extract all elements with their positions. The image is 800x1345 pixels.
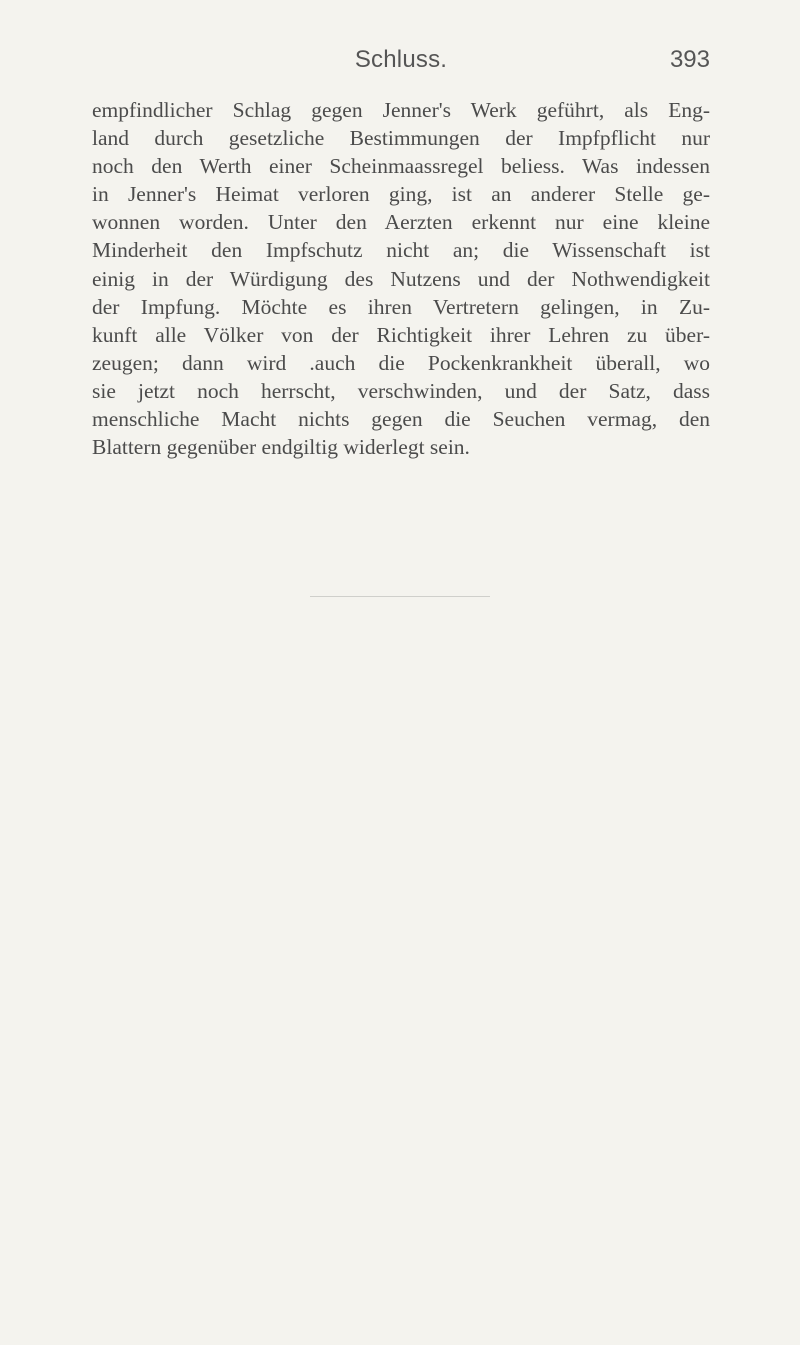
text-line: in Jenner's Heimat verloren ging, ist an anderer Stelle ge- [92, 182, 710, 207]
text-line: wonnen worden. Unter den Aerzten erkennt nur eine kleine [92, 210, 710, 235]
text-line: sie jetzt noch herrscht, verschwinden, und der Satz, dass [92, 378, 710, 403]
text-line: der Impfung. Möchte es ihren Vertretern gelingen, in Zu- [92, 294, 710, 319]
text-line: Minderheit den Impfschutz nicht an; die Wissenschaft ist [92, 238, 710, 263]
text-line: kunft alle Völker von der Richtigkeit ihrer Lehren zu über- [92, 322, 710, 347]
page-number: 393 [669, 46, 710, 73]
end-rule [310, 596, 490, 597]
text-line: empfindlicher Schlag gegen Jenner's Werk geführt, als Eng- [92, 98, 710, 122]
running-head [92, 46, 710, 78]
text-line: noch den Werth einer Scheinmaassregel beliess. Was indessen [92, 154, 710, 179]
text-line: einig in der Würdigung des Nutzens und der Nothwendigkeit [92, 266, 710, 291]
text-line: Blattern gegenüber endgiltig widerlegt sein. [92, 435, 470, 460]
body-paragraph [92, 96, 710, 461]
running-title: Schluss. [354, 46, 448, 73]
text-line: land durch gesetzliche Bestimmungen der Impfpflicht nur [92, 126, 710, 151]
text-line: zeugen; dann wird .auch die Pockenkrankheit überall, wo [92, 350, 710, 375]
text-line: menschliche Macht nichts gegen die Seuchen vermag, den [92, 407, 710, 432]
